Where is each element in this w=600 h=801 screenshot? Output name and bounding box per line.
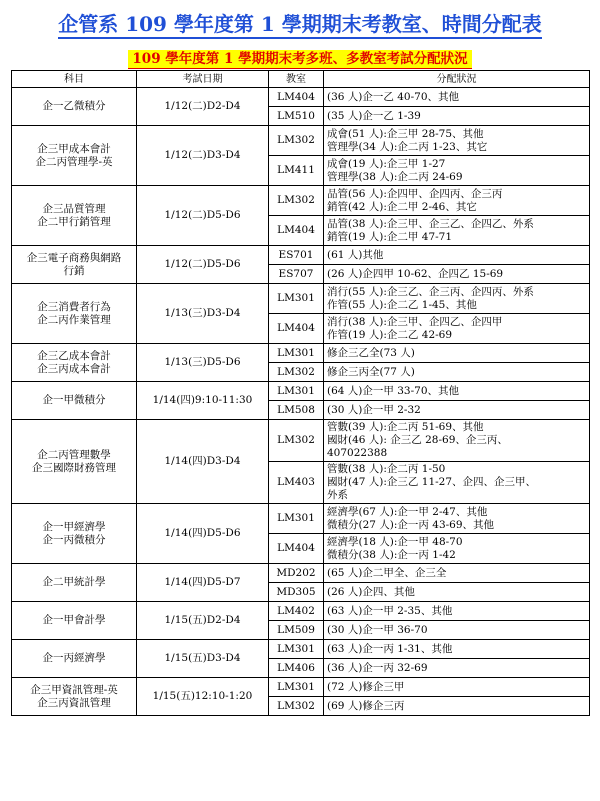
subtitle-wrap (0, 48, 600, 69)
classroom-cell: LM404 (269, 314, 324, 344)
course-cell (12, 186, 137, 246)
course-name: 企三甲資訊管理-英 (30, 683, 118, 696)
allocation-cell (324, 564, 590, 583)
course-cell (12, 420, 137, 504)
course-cell (12, 640, 137, 678)
allocation-cell (324, 602, 590, 621)
course-name: 企三乙成本會計 (37, 349, 111, 362)
allocation-cell (324, 504, 590, 534)
table-row (12, 344, 590, 363)
course-cell (12, 246, 137, 284)
table-row (12, 564, 590, 583)
classroom-cell: LM406 (269, 659, 324, 678)
table-row (12, 602, 590, 621)
classroom-cell: LM301 (269, 382, 324, 401)
course-name: 企三丙資訊管理 (37, 696, 111, 709)
allocation-line: (26 人)企四、其他 (327, 585, 415, 598)
allocation-line: 成會(19 人):企三甲 1-27 (327, 157, 446, 170)
allocation-line: (65 人)企二甲全、企三全 (327, 566, 447, 579)
course-name: 企二甲統計學 (42, 576, 106, 588)
table-row (12, 246, 590, 265)
classroom-cell: LM404 (269, 88, 324, 107)
table-row (12, 88, 590, 107)
allocation-line: 管數(38 人):企二丙 1-50 (327, 463, 446, 475)
table-row (12, 640, 590, 659)
table-row (12, 284, 590, 314)
course-name: 企二丙管理學-英 (35, 155, 113, 168)
allocation-cell (324, 88, 590, 107)
allocation-line: 消行(55 人):企三乙、企三丙、企四丙、外系 (327, 285, 534, 298)
classroom-cell: LM509 (269, 621, 324, 640)
exam-date-cell: 1/12(二)D5-D6 (137, 186, 269, 246)
classroom-cell: LM302 (269, 363, 324, 382)
classroom-cell: LM302 (269, 186, 324, 216)
allocation-line: 管理學(34 人):企二丙 1-23、其它 (327, 140, 488, 153)
course-name: 企二丙管理數學 (37, 448, 111, 461)
header-course: 科目 (12, 71, 137, 88)
table-row (12, 678, 590, 697)
course-cell (12, 382, 137, 420)
exam-date-cell: 1/15(五)D2-D4 (137, 602, 269, 640)
classroom-cell: LM301 (269, 344, 324, 363)
allocation-cell (324, 246, 590, 265)
table-row (12, 420, 590, 462)
allocation-cell (324, 216, 590, 246)
course-name: 企二甲行銷管理 (37, 215, 111, 228)
exam-date-cell: 1/14(四)D5-D6 (137, 504, 269, 564)
allocation-line: (63 人)企一甲 2-35、其他 (327, 604, 453, 617)
exam-date-cell: 1/12(二)D3-D4 (137, 126, 269, 186)
course-cell (12, 88, 137, 126)
course-cell (12, 504, 137, 564)
allocation-line: 407022388 (327, 447, 388, 459)
classroom-cell: ES701 (269, 246, 324, 265)
course-cell (12, 564, 137, 602)
classroom-cell: LM404 (269, 216, 324, 246)
allocation-line: 微積分(27 人):企一丙 43-69、其他 (327, 518, 495, 531)
allocation-cell (324, 186, 590, 216)
allocation-cell (324, 640, 590, 659)
classroom-cell: LM404 (269, 534, 324, 564)
course-cell (12, 126, 137, 186)
allocation-cell (324, 363, 590, 382)
classroom-cell: ES707 (269, 265, 324, 284)
allocation-line: (36 人)企一乙 40-70、其他 (327, 90, 459, 103)
allocation-cell (324, 156, 590, 186)
classroom-cell: LM403 (269, 462, 324, 504)
classroom-cell: LM301 (269, 678, 324, 697)
allocation-line: 作管(55 人):企二乙 1-45、其他 (327, 298, 477, 311)
classroom-cell: LM402 (269, 602, 324, 621)
allocation-line: 銷管(42 人):企二甲 2-46、其它 (327, 200, 477, 213)
course-name: 企二丙作業管理 (37, 313, 111, 326)
classroom-cell: LM302 (269, 420, 324, 462)
exam-date-cell: 1/14(四)D5-D7 (137, 564, 269, 602)
course-name: 企一甲微積分 (42, 394, 106, 406)
exam-date-cell: 1/13(三)D5-D6 (137, 344, 269, 382)
allocation-line: 品管(38 人):企三甲、企三乙、企四乙、外系 (327, 217, 534, 230)
exam-date-cell: 1/15(五)D3-D4 (137, 640, 269, 678)
allocation-table (11, 70, 590, 716)
course-name: 企三國際財務管理 (32, 461, 116, 474)
allocation-line: 國財(46 人): 企三乙 28-69、企三丙、 (327, 434, 508, 446)
allocation-cell (324, 420, 590, 462)
allocation-line: (35 人)企一乙 1-39 (327, 109, 421, 122)
allocation-line: 微積分(38 人):企一丙 1-42 (327, 548, 456, 561)
classroom-cell: LM411 (269, 156, 324, 186)
table-row (12, 186, 590, 216)
allocation-cell (324, 382, 590, 401)
allocation-line: 作管(19 人):企二乙 42-69 (327, 328, 453, 341)
allocation-line: 修企三乙全(73 人) (327, 346, 415, 359)
table-body (12, 88, 590, 716)
classroom-cell: LM301 (269, 504, 324, 534)
allocation-line: 管數(39 人):企二丙 51-69、其他 (327, 421, 484, 433)
allocation-cell (324, 265, 590, 284)
classroom-cell: MD305 (269, 583, 324, 602)
allocation-cell (324, 107, 590, 126)
allocation-line: 消行(38 人):企三甲、企四乙、企四甲 (327, 315, 503, 328)
allocation-cell (324, 314, 590, 344)
exam-date-cell: 1/14(四)D3-D4 (137, 420, 269, 504)
allocation-cell (324, 678, 590, 697)
allocation-cell (324, 697, 590, 716)
table-header-row (12, 71, 590, 88)
table-row (12, 504, 590, 534)
allocation-line: (63 人)企一丙 1-31、其他 (327, 642, 453, 655)
allocation-line: (64 人)企一甲 33-70、其他 (327, 384, 459, 397)
page-title: 企管系 109 學年度第 1 學期期末考教室、時間分配表 (0, 8, 600, 37)
exam-date-cell: 1/13(三)D3-D4 (137, 284, 269, 344)
course-name: 企一甲經濟學 (42, 520, 106, 533)
allocation-cell (324, 344, 590, 363)
exam-date-cell: 1/15(五)12:10-1:20 (137, 678, 269, 716)
course-name: 企三丙成本會計 (37, 362, 111, 375)
allocation-line: (36 人)企一丙 32-69 (327, 661, 428, 674)
course-name: 行銷 (63, 264, 85, 277)
course-name: 企一丙經濟學 (42, 652, 106, 664)
subtitle: 109 學年度第 1 學期期末考多班、多教室考試分配狀況 (128, 50, 471, 69)
course-cell (12, 602, 137, 640)
allocation-line: 品管(56 人):企四甲、企四丙、企三丙 (327, 187, 503, 200)
allocation-line: 成會(51 人):企三甲 28-75、其他 (327, 127, 484, 140)
classroom-cell: LM508 (269, 401, 324, 420)
allocation-line: (61 人)其他 (327, 248, 384, 261)
header-room: 教室 (269, 71, 324, 88)
classroom-cell: LM301 (269, 284, 324, 314)
course-name: 企一丙微積分 (42, 533, 106, 546)
classroom-cell: LM302 (269, 126, 324, 156)
allocation-cell (324, 534, 590, 564)
allocation-line: 外系 (327, 489, 348, 501)
exam-date-cell: 1/12(二)D5-D6 (137, 246, 269, 284)
allocation-line: 經濟學(67 人):企一甲 2-47、其他 (327, 505, 488, 518)
exam-date-cell: 1/14(四)9:10-11:30 (137, 382, 269, 420)
allocation-cell (324, 583, 590, 602)
course-name: 企三消費者行為 (37, 300, 111, 313)
classroom-cell: LM302 (269, 697, 324, 716)
allocation-line: 修企三丙全(77 人) (327, 365, 415, 378)
allocation-line: (72 人)修企三甲 (327, 680, 405, 693)
allocation-cell (324, 126, 590, 156)
allocation-line: (30 人)企一甲 2-32 (327, 403, 421, 416)
course-name: 企三電子商務與網路 (26, 251, 122, 264)
allocation-line: 銷管(19 人):企二甲 47-71 (327, 230, 453, 243)
allocation-line: 管理學(38 人):企二丙 24-69 (327, 170, 463, 183)
course-cell (12, 344, 137, 382)
course-name: 企一乙微積分 (42, 100, 106, 112)
table-row (12, 382, 590, 401)
course-cell (12, 284, 137, 344)
classroom-cell: LM301 (269, 640, 324, 659)
allocation-cell (324, 284, 590, 314)
allocation-cell (324, 462, 590, 504)
allocation-line: 經濟學(18 人):企一甲 48-70 (327, 535, 463, 548)
allocation-line: (30 人)企一甲 36-70 (327, 623, 428, 636)
allocation-line: (69 人)修企三丙 (327, 699, 405, 712)
classroom-cell: MD202 (269, 564, 324, 583)
allocation-cell (324, 401, 590, 420)
exam-date-cell: 1/12(二)D2-D4 (137, 88, 269, 126)
classroom-cell: LM510 (269, 107, 324, 126)
allocation-line: (26 人)企四甲 10-62、企四乙 15-69 (327, 267, 504, 280)
allocation-cell (324, 659, 590, 678)
course-cell (12, 678, 137, 716)
course-name: 企一甲會計學 (42, 614, 106, 626)
table-row (12, 126, 590, 156)
course-name: 企三甲成本會計 (37, 142, 111, 155)
allocation-cell (324, 621, 590, 640)
header-allocation: 分配狀況 (324, 71, 590, 88)
course-name: 企三品質管理 (42, 202, 106, 215)
header-date: 考試日期 (137, 71, 269, 88)
allocation-line: 國財(47 人):企三乙 11-27、企四、企三甲、 (327, 476, 537, 488)
